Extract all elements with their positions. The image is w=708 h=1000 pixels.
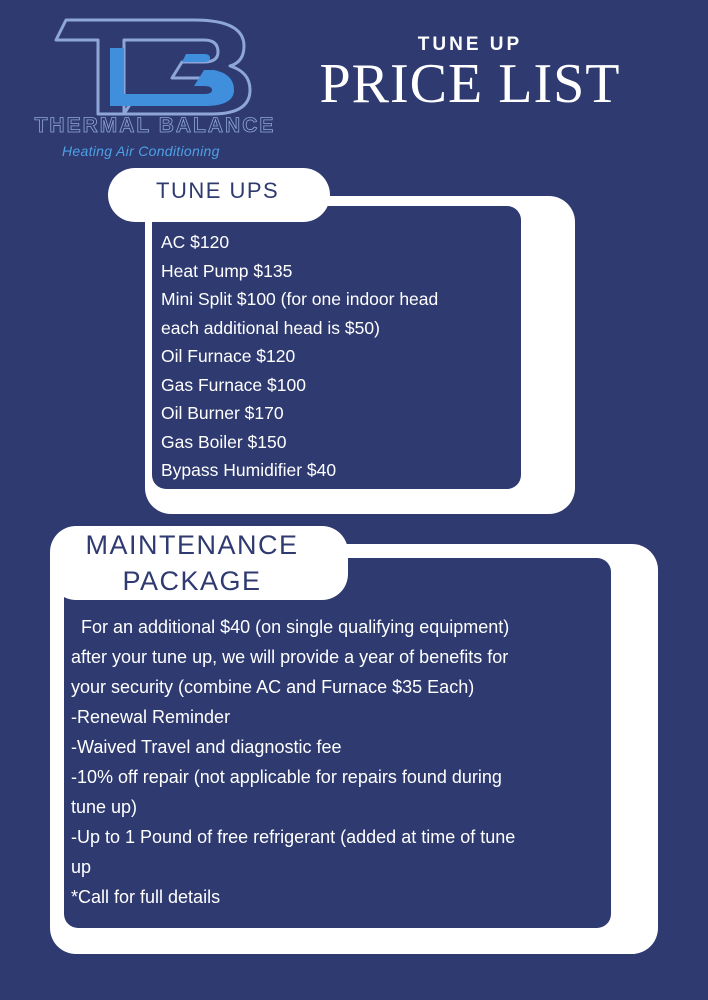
list-item: Mini Split $100 (for one indoor head bbox=[161, 289, 439, 309]
tb-logo-icon bbox=[54, 18, 254, 118]
text-line: -Up to 1 Pound of free refrigerant (added at time of tune bbox=[71, 827, 516, 847]
text-line: -10% off repair (not applicable for repairs found during bbox=[71, 767, 502, 787]
maintenance-heading-line1: MAINTENANCE bbox=[85, 530, 299, 560]
text-line: up bbox=[71, 857, 92, 877]
page-title: PRICE LIST bbox=[319, 53, 621, 115]
list-item: Oil Burner $170 bbox=[161, 403, 284, 423]
maintenance-heading-line2: PACKAGE bbox=[122, 566, 262, 596]
list-item: Bypass Humidifier $40 bbox=[161, 460, 337, 480]
text-line: *Call for full details bbox=[71, 887, 221, 907]
list-item: each additional head is $50) bbox=[161, 317, 380, 338]
text-line: -Renewal Reminder bbox=[71, 707, 231, 727]
tune-ups-list bbox=[161, 228, 438, 485]
maintenance-description bbox=[71, 612, 611, 912]
maintenance-heading bbox=[50, 527, 334, 599]
text-line: For an additional $40 (on single qualifying equipment) bbox=[71, 617, 510, 637]
list-item: Heat Pump $135 bbox=[161, 260, 293, 281]
tune-ups-heading: TUNE UPS bbox=[156, 178, 280, 203]
list-item: Gas Furnace $100 bbox=[161, 374, 306, 395]
text-line: tune up) bbox=[71, 797, 138, 817]
text-line: your security (combine AC and Furnace $35 Each) bbox=[71, 677, 475, 697]
company-name: THERMAL BALANCE bbox=[34, 114, 276, 137]
company-tagline: Heating Air Conditioning bbox=[62, 143, 220, 159]
text-line: -Waived Travel and diagnostic fee bbox=[71, 737, 342, 757]
title-small: TUNE UP bbox=[417, 34, 523, 55]
list-item: Gas Boiler $150 bbox=[161, 431, 287, 452]
text-line: after your tune up, we will provide a year of benefits for bbox=[71, 647, 509, 667]
list-item: Oil Furnace $120 bbox=[161, 346, 296, 366]
company-logo bbox=[20, 18, 295, 163]
list-item: AC $120 bbox=[161, 232, 230, 252]
